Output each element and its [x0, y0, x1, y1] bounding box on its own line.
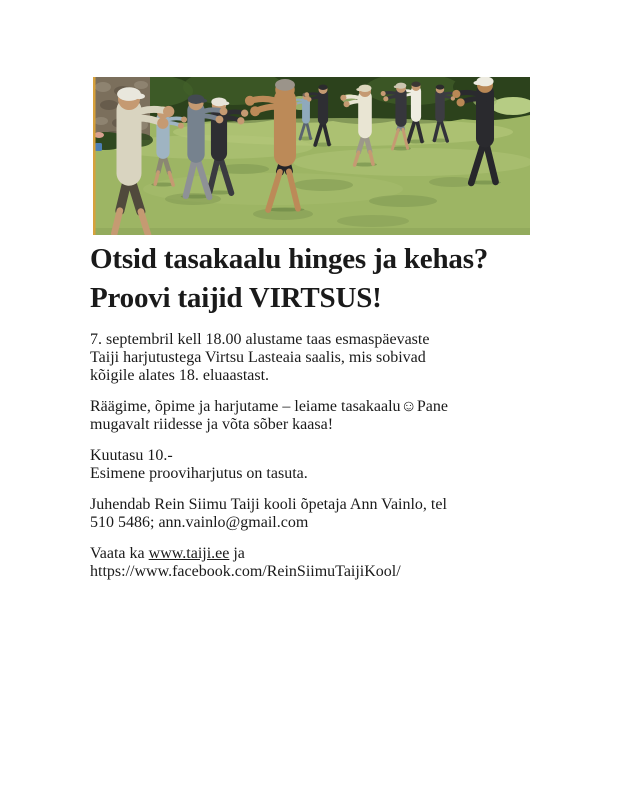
text-line: 510 5486; ann.vainlo@gmail.com: [90, 514, 309, 531]
text-line: Esimene prooviharjutus on tasuta.: [90, 465, 308, 482]
flyer-body: [90, 240, 550, 594]
links-suffix: ja: [229, 545, 245, 562]
text-line: Kuutasu 10.-: [90, 447, 173, 464]
facebook-url-text: https://www.facebook.com/ReinSiimuTaijiKool/: [90, 563, 401, 580]
taiji-website-link[interactable]: www.taiji.ee: [148, 545, 230, 562]
links-prefix: Vaata ka: [90, 545, 149, 562]
text-line: 7. septembril kell 18.00 alustame taas esmaspäevaste: [90, 331, 430, 348]
photo-edge-strip: [93, 77, 96, 235]
text-line: kõigile alates 18. eluaastast.: [90, 367, 270, 384]
text-line: Taiji harjutustega Virtsu Lasteaia saalis, mis sobivad: [90, 349, 426, 366]
headline-line: Proovi taijid VIRTSUS!: [90, 282, 382, 314]
text-line: Juhendab Rein Siimu Taiji kooli õpetaja Ann Vainlo, tel: [90, 496, 447, 513]
headline: [90, 240, 550, 318]
text-line: Räägime, õpime ja harjutame – leiame tasakaalu☺Pane: [90, 398, 448, 415]
blue-bucket: [95, 143, 102, 151]
taiji-group-photo-canvas: [93, 77, 530, 235]
headline-line: Otsid tasakaalu hinges ja kehas?: [90, 243, 489, 275]
text-line: [90, 545, 550, 563]
text-line: mugavalt riidesse ja võta sõber kaasa!: [90, 416, 334, 433]
taiji-group-photo: [93, 77, 530, 235]
